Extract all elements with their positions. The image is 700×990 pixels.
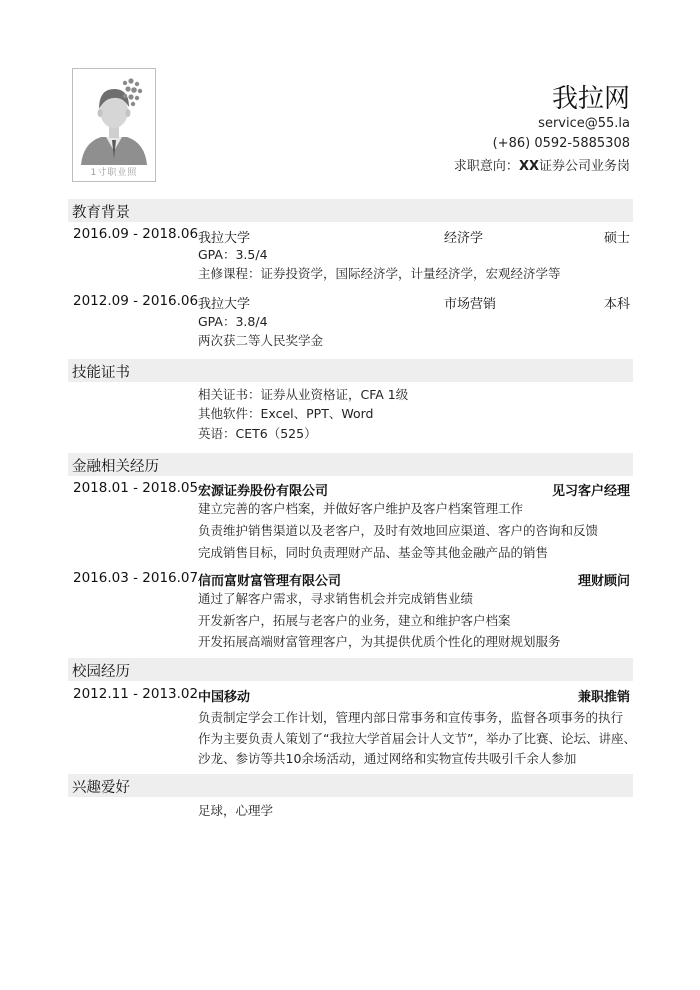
job-company: 宏源证券股份有限公司 [198,484,329,499]
job-duty: 负责维护销售渠道以及老客户，及时有效地回应渠道、客户的咨询和反馈 [198,523,599,538]
job-role: 理财顾问 [577,574,630,589]
job-company: 信而富财富管理有限公司 [198,574,342,589]
phone-text: (+86) 0592-5885308 [492,136,630,151]
photo-caption: 1寸职业照 [90,168,138,178]
section-header-hobbies [68,774,633,797]
section-title: 技能证书 [72,365,130,381]
job-target-prefix: XX [518,159,539,174]
email-text: service@55.la [538,116,630,131]
hobby-line: 足球，心理学 [198,803,274,818]
section-header-skills [68,359,633,382]
skill-line: 相关证书：证券从业资格证，CFA 1级 [198,387,409,402]
job-target [454,155,630,174]
job-date: 2018.01 - 2018.05 [73,480,199,496]
job-duty: 开发拓展高端财富管理客户，为其提供优质个性化的理财规划服务 [198,634,561,649]
edu-detail: GPA：3.8/4 [198,314,268,329]
edu-detail: GPA：3.5/4 [198,247,268,262]
job-duty: 通过了解客户需求，寻求销售机会并完成销售业绩 [198,591,474,606]
job-role: 见习客户经理 [551,484,630,499]
edu-detail: 主修课程：证券投资学，国际经济学，计量经济学，宏观经济学等 [198,266,561,281]
section-header-finance [68,453,633,476]
section-title: 兴趣爱好 [72,780,130,796]
job-duty: 作为主要负责人策划了“我拉大学首届会计人文节”，举办了比赛、论坛、讲座、 [198,731,636,746]
job-duty: 开发新客户，拓展与老客户的业务，建立和维护客户档案 [198,613,511,628]
edu-date: 2016.09 - 2018.06 [73,226,199,242]
section-title: 教育背景 [72,205,130,221]
section-header-education [68,199,633,222]
job-role: 兼职推销 [577,690,630,705]
skill-line: 英语：CET6（525） [198,426,317,441]
edu-school: 我拉大学 [198,297,251,312]
job-target-value: 证券公司业务岗 [538,159,630,174]
job-target-label: 求职意向： [453,159,519,174]
edu-detail: 两次获二等人民奖学金 [198,333,324,348]
section-title: 校园经历 [72,664,130,680]
skill-line: 其他软件：Excel、PPT、Word [198,406,374,421]
edu-major: 市场营销 [444,297,497,312]
edu-date: 2012.09 - 2016.06 [73,293,199,309]
job-date: 2012.11 - 2013.02 [73,686,199,702]
job-duty: 负责制定学会工作计划，管理内部日常事务和宣传事务，监督各项事务的执行 [198,710,624,725]
edu-school: 我拉大学 [198,231,251,246]
job-duty: 建立完善的客户档案，并做好客户维护及客户档案管理工作 [198,501,524,516]
candidate-name: 我拉网 [551,84,630,114]
edu-major: 经济学 [444,231,484,246]
job-duty: 完成销售目标，同时负责理财产品、基金等其他金融产品的销售 [198,545,549,560]
edu-degree: 硕士 [603,231,630,246]
section-title: 金融相关经历 [72,459,159,475]
job-duty: 沙龙、参访等共10余场活动，通过网络和实物宣传共吸引千余人参加 [198,751,577,766]
section-header-campus [68,658,633,681]
job-date: 2016.03 - 2016.07 [73,570,199,586]
job-company: 中国移动 [198,690,251,705]
edu-degree: 本科 [603,297,630,312]
profile-photo [72,68,156,182]
